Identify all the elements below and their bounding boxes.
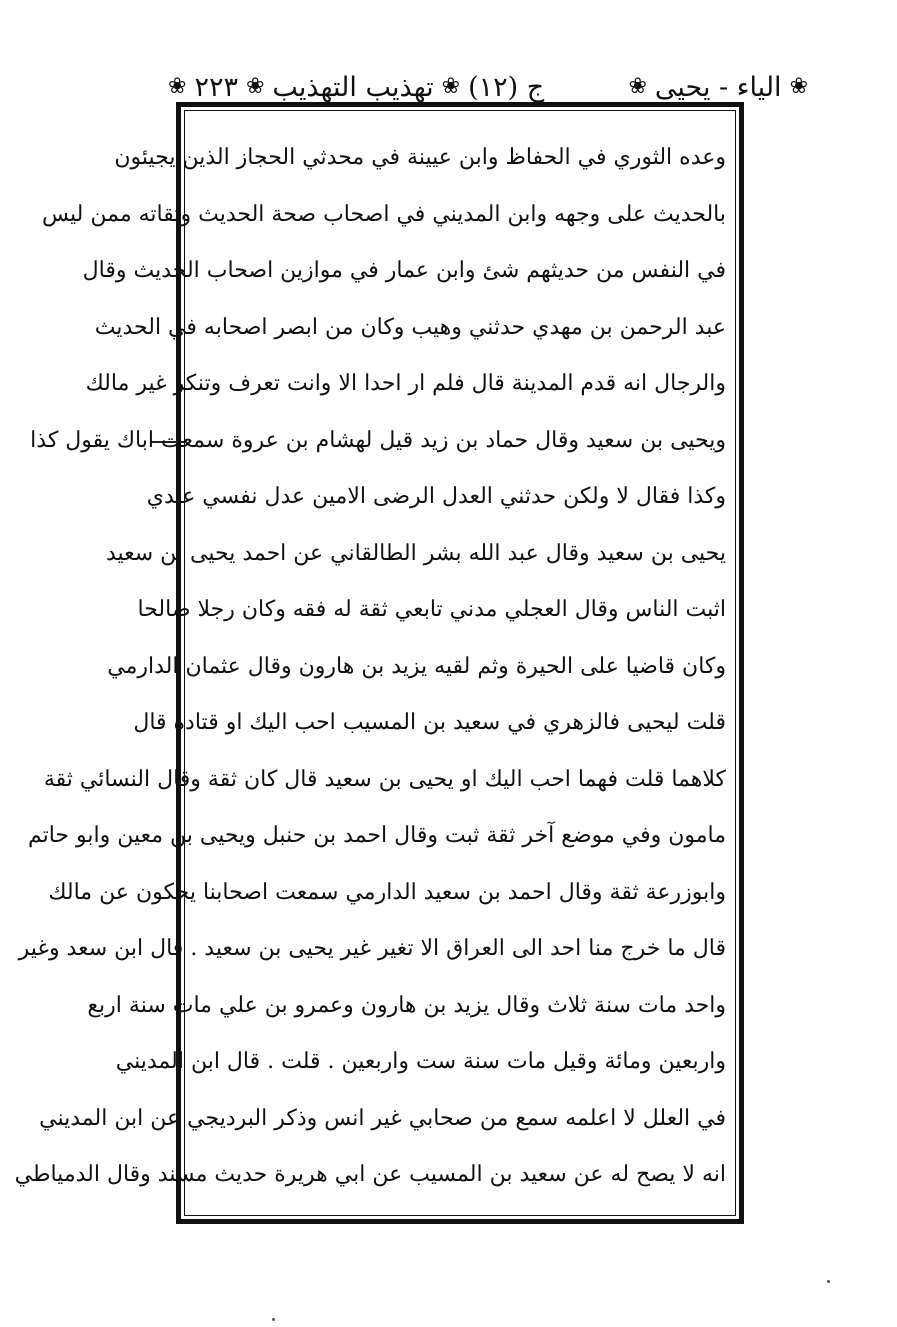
text-line: اثبت الناس وقال العجلي مدني تابعي ثقة له فقه وكان رجلا صالحا (137, 597, 726, 622)
floral-ornament-icon: ❀ (789, 74, 808, 99)
page-number: ٢٢٣ (194, 71, 238, 103)
floral-ornament-icon: ❀ (628, 74, 647, 99)
scan-speck (272, 1318, 275, 1321)
text-line: كلاهما قلت فهما احب اليك او يحيى بن سعيد قال كان ثقة وقال النسائي ثقة (43, 766, 726, 792)
text-line: وابوزرعة ثقة وقال احمد بن سعيد الدارمي سمعت اصحابنا يحكون عن مالك (48, 879, 726, 905)
text-line: في العلل لا اعلمه سمع من صحابي غير انس وذكر البرديجي عن ابن المديني (39, 1105, 726, 1131)
text-line: بالحديث على وجهه وابن المديني في اصحاب صحة الحديث وثقاته ممن ليس (42, 201, 726, 227)
text-line: والرجال انه قدم المدينة قال فلم ار احدا الا وانت تعرف وتنكر غير مالك (85, 371, 726, 396)
text-line: وكذا فقال لا ولكن حدثني العدل الرضى الامين عدل نفسي عندي (146, 484, 726, 509)
header-left-group (628, 72, 808, 103)
text-line: يحيى بن سعيد وقال عبد الله بشر الطالقاني عن احمد يحيى بن سعيد (105, 540, 726, 566)
text-line: عبد الرحمن بن مهدي حدثني وهيب وكان من ابصر اصحابه في الحديث (94, 314, 726, 340)
text-line: قال ما خرج منا احد الى العراق الا تغير غير يحيى بن سعيد . قال ابن سعد وغير (18, 936, 726, 961)
text-line: واحد مات سنة ثلاث وقال يزيد بن هارون وعمرو بن علي مات سنة اربع (87, 992, 726, 1018)
text-body (14, 130, 726, 1204)
section-title: الياء - يحيى (654, 71, 782, 103)
text-line: في النفس من حديثهم شئ وابن عمار في موازين اصحاب الحديث وقال (82, 258, 726, 283)
text-line: ويحيى بن سعيد وقال حماد بن زيد قيل لهشام بن عروة سمعت اباك يقول كذا (30, 427, 726, 453)
text-line: وكان قاضيا على الحيرة وثم لقيه يزيد بن هارون وقال عثمان الدارمي (107, 653, 726, 679)
text-line: انه لا يصح له عن سعيد بن المسيب عن ابي هريرة حديث مسند وقال الدمياطي (14, 1162, 726, 1187)
text-line: واربعين ومائة وقيل مات سنة ست واربعين . قلت . قال ابن المديني (115, 1049, 726, 1074)
book-title: تهذيب التهذيب (272, 71, 434, 103)
floral-ornament-icon: ❀ (245, 74, 265, 99)
text-line: وعده الثوري في الحفاظ وابن عيينة في محدثي الحجاز الذين يجيئون (114, 145, 726, 170)
text-line: قلت ليحيى فالزهري في سعيد بن المسيب احب اليك او قتادة قال (133, 710, 726, 735)
floral-ornament-icon: ❀ (168, 74, 187, 99)
header-right-group (168, 72, 544, 103)
floral-ornament-icon: ❀ (441, 74, 461, 99)
text-line: مامون وفي موضع آخر ثقة ثبت وقال احمد بن حنبل ويحيى بن معين وابو حاتم (27, 823, 726, 848)
volume-label: ج (١٢) (468, 71, 545, 103)
scan-speck (827, 1280, 830, 1283)
